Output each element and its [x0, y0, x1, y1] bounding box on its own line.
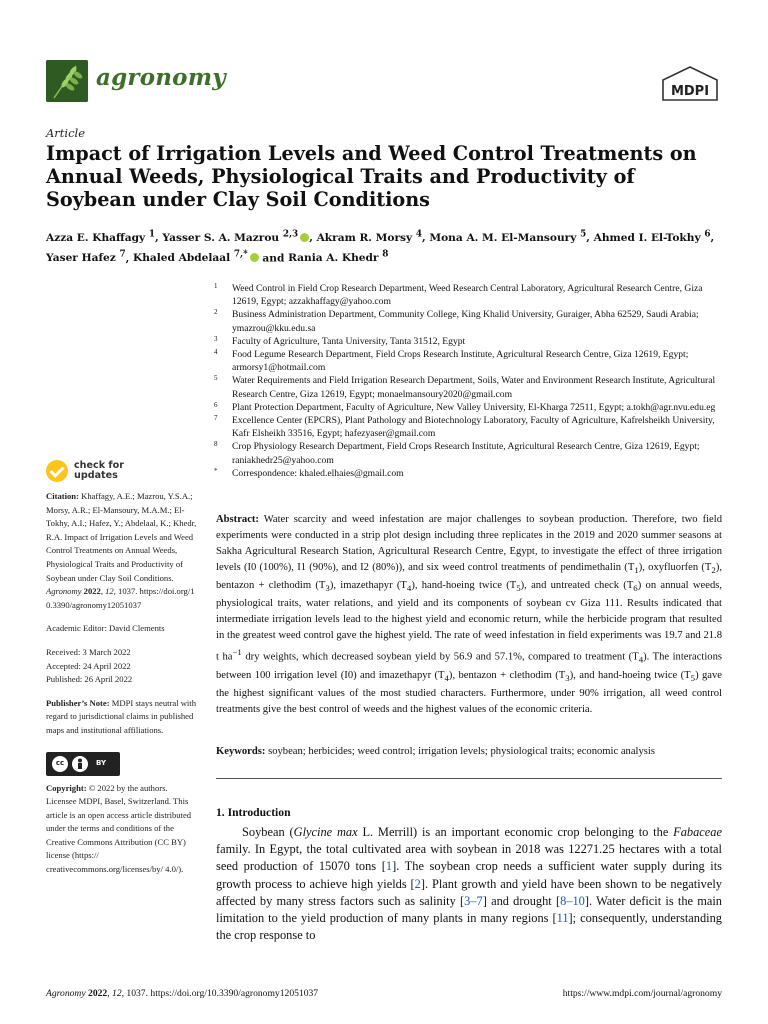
- affiliation-item: [214, 282, 724, 308]
- cc-by-label: BY: [96, 758, 107, 767]
- author-name: Mona A. M. El-Mansoury $^5$: [429, 229, 587, 244]
- footer-volume: 12: [112, 988, 122, 999]
- author-affiliation-sup: 7,*: [233, 249, 248, 260]
- author-name: Ahmed I. El-Tokhy $^6$: [593, 229, 711, 244]
- check-updates-line2: updates: [74, 470, 118, 481]
- attribution-person-icon: [72, 756, 88, 772]
- affiliation-text: Faculty of Agriculture, Tanta University, Tanta 31512, Egypt: [232, 335, 466, 347]
- academic-editor: Academic Editor: David Clements: [46, 623, 165, 634]
- affiliation-text: Excellence Center (EPCRS), Plant Pathology and Biotechnology Laboratory, Faculty of Agriculture, Kafrelsheikh University, Kafr Elsheikh 33516, Egypt; hafezyaser@gmail.com: [232, 415, 715, 440]
- author-name: Yaser Hafez $^7$: [46, 249, 126, 265]
- citation: Citation: Khaffagy, A.E.; Mazrou, Y.S.A.; Morsy, A.R.; El-Mansoury, M.A.M.; El-Tokhy, A.I.; Hafez, Y.; Abdelaal, K.; Khedr, R.A. Impact of Irrigation Levels and Weed Control Treatments on Annual Weeds, Physiological Traits and Productivity of Soybean under Clay Soil Conditions. Agronomy 2022, 12, 1037. https://doi.org/10.3390/agronomy12051037: [46, 491, 197, 610]
- mdpi-logo-text: MDPI: [670, 84, 710, 99]
- author-affiliation-sup: 7: [119, 249, 126, 260]
- citation-link[interactable]: 1: [385, 859, 393, 874]
- author-name: Akram R. Morsy $^4$: [316, 229, 422, 244]
- copyright: [46, 782, 198, 877]
- check-updates-line1: check for: [74, 460, 124, 471]
- keywords-label: Keywords:: [216, 746, 266, 757]
- publishers-note-label: Publisher’s Note:: [46, 697, 110, 708]
- footer-journal-url[interactable]: https://www.mdpi.com/journal/agronomy: [562, 988, 722, 999]
- affiliation-number: 4: [214, 348, 218, 357]
- checkmark-icon: [46, 460, 68, 482]
- copyright-label: Copyright:: [46, 782, 87, 793]
- author-list: Azza E. Khaffagy $^1$, Yasser S. A. Mazrou $^{2,3}$ , Akram R. Morsy $^4$, Mona A. M. El-Mansoury $^5$, Ahmed I. El-Tokhy $^6$, Yaser Hafez $^7$, Khaled Abdelaal $^{7,*}$ and Rania A. Khedr $^8$: [46, 229, 715, 265]
- author-name: Rania A. Khedr $^8$: [288, 249, 389, 265]
- orcid-icon[interactable]: [250, 253, 259, 262]
- accepted-date: Accepted: 24 April 2022: [46, 660, 131, 671]
- affiliation-number: 1: [214, 282, 218, 290]
- affiliation-text: Water Requirements and Field Irrigation Research Department, Soils, Water and Environment Research Institute, Agricultural Research Centre, Giza 12619, Egypt; monaelmansoury2020@gmail.com: [232, 375, 716, 400]
- affiliation-item: [214, 467, 724, 480]
- footer-citation-rest: 1037. https://doi.org/10.3390/agronomy12051037: [126, 988, 319, 999]
- affiliation-number: 8: [214, 440, 218, 449]
- keywords: [216, 744, 722, 760]
- author-name: Azza E. Khaffagy $^1$: [46, 229, 155, 244]
- cc-by-license-badge[interactable]: [46, 752, 120, 776]
- affiliation-item: [214, 335, 724, 348]
- affiliation-item: [214, 440, 724, 466]
- citation-volume: 12: [105, 586, 114, 597]
- section-heading-introduction: 1. Introduction: [216, 806, 291, 819]
- citation-journal: Agronomy: [46, 586, 82, 597]
- affiliation-item: [214, 374, 724, 400]
- affiliation-number: 6: [214, 400, 218, 409]
- abstract-label: Abstract:: [216, 514, 259, 525]
- citation-article: 1037.: [118, 586, 138, 597]
- footer-year: 2022: [88, 988, 108, 999]
- keywords-text: soybean; herbicides; weed control; irrigation levels; physiological traits; economic analysis: [268, 746, 655, 757]
- orcid-icon[interactable]: [300, 233, 309, 242]
- citation-label: Citation:: [46, 491, 79, 501]
- footer-journal: Agronomy: [46, 988, 86, 999]
- citation-link[interactable]: 8–10: [560, 893, 585, 908]
- divider: [216, 778, 722, 779]
- mdpi-logo: [660, 66, 720, 102]
- affiliation-item: [214, 401, 724, 414]
- author-affiliation-sup: 4: [415, 229, 422, 239]
- citation-year: 2022: [83, 586, 101, 597]
- journal-logo: [46, 60, 88, 102]
- affiliation-list: [214, 282, 724, 480]
- affiliation-text: Plant Protection Department, Faculty of Agriculture, New Valley University, El-Kharga 72511, Egypt; a.tokh@agr.nvu.edu.eg: [232, 401, 716, 413]
- copyright-text: © 2022 by the authors. Licensee MDPI, Basel, Switzerland. This article is an open access article distributed under the terms and conditions of the Creative Commons Attribution (CC BY) license (https:// creativecommons.org/licenses/by/ 4.0/).: [46, 782, 192, 875]
- affiliation-text: Correspondence: khaled.elhaies@gmail.com: [232, 467, 404, 479]
- publishers-note: [46, 697, 198, 738]
- affiliation-number: 3: [214, 334, 218, 343]
- wheat-icon: [46, 60, 88, 102]
- cc-icon: cc: [52, 756, 68, 772]
- affiliation-item: [214, 348, 724, 374]
- affiliation-number: 7: [214, 414, 218, 423]
- affiliation-number: 2: [214, 308, 218, 317]
- author-affiliation-sup: 2,3: [282, 229, 299, 239]
- citation-link[interactable]: 3–7: [464, 893, 483, 908]
- journal-name: agronomy: [96, 64, 226, 91]
- footer-citation: Agronomy 2022, 12, 1037. https://doi.org/10.3390/agronomy12051037: [46, 988, 319, 999]
- affiliation-text: Crop Physiology Research Department, Field Crops Research Institute, Agricultural Research Centre, Giza 12619, Egypt; raniakhedr25@yahoo.com: [232, 441, 700, 466]
- affiliation-text: Food Legume Research Department, Field Crops Research Institute, Agricultural Research Centre, Giza 12619, Egypt; armorsy1@hotmail.com: [232, 349, 689, 374]
- author-name: Yasser S. A. Mazrou $^{2,3}$: [162, 232, 309, 244]
- author-affiliation-sup: 6: [704, 229, 711, 239]
- page-footer: [46, 988, 722, 999]
- affiliation-number: *: [214, 466, 218, 475]
- received-date: Received: 3 March 2022: [46, 646, 131, 657]
- author-name: Khaled Abdelaal $^{7,*}$: [133, 252, 259, 264]
- article-type: Article: [46, 126, 86, 140]
- publishers-note-text: MDPI stays neutral with regard to jurisdictional claims in published maps and institutional affiliations.: [46, 697, 196, 735]
- author-affiliation-sup: 1: [148, 229, 155, 239]
- citation-text: Khaffagy, A.E.; Mazrou, Y.S.A.; Morsy, A.R.; El-Mansoury, M.A.M.; El-Tokhy, A.I.; Hafez, Y.; Abdelaal, K.; Khedr, R.A. Impact of Irrigation Levels and Weed Control Treatments on Annual Weeds, Physiological Traits and Productivity of Soybean under Clay Soil Conditions.: [46, 491, 197, 583]
- author-affiliation-sup: 8: [382, 249, 389, 260]
- citation-doi-link[interactable]: https://doi.org/10.3390/agronomy12051037: [46, 586, 195, 610]
- abstract: Abstract: Water scarcity and weed infestation are major challenges to soybean production. Therefore, two field experiments were conducted in a strip plot design including three replicates in the 2019 and 2020 summer seasons at Sakha Agricultural Research Station, Agricultural Research Centre, Egypt, to investigate the effect of three irrigation levels (I0 (100%), I1 (90%), and I2 (80%)), and six weed control treatments of pendimethalin $(T_1)$, oxyfluorfen $(T_2)$, bentazon + clethodim $(T_3)$, imazethapyr $(T_4)$, hand-hoeing twice $(T_5)$, and untreated check $(T_6)$ on annual weeds, physiological traits, water relations, and yield and its components of soybean cv Giza 111. Results indicated that intermediate irrigation levels lead to the highest yield and economic return, while the herbicide program that resulted in the greatest weed control gave the highest yield. The rate of weed infestation in field experiments was 19.7 and 21.8 t $ha^{-1}$ dry weights, which decreased soybean yield by 56.9 and 57.1%, compared to treatment $(T_4)$. The interactions between 100 irrigation level (I0) and imazethapyr $(T_4)$, bentazon + clethodim $(T_3)$, and hand-hoeing twice $(T_5)$ gave the highest significant values of the most studied characters. Furthermore, under 90% irrigation, all weed control treatments give the best control of weeds and the highest values of the economic criteria.: [216, 514, 723, 715]
- affiliation-item: [214, 308, 724, 334]
- citation-link[interactable]: 11: [556, 911, 569, 926]
- affiliation-number: 5: [214, 374, 218, 383]
- dates: [46, 646, 198, 687]
- check-for-updates-button[interactable]: [46, 460, 198, 482]
- affiliation-text: Business Administration Department, Community College, King Khalid University, Guraiger, Abha 62529, Saudi Arabia; ymazrou@kku.edu.sa: [232, 309, 699, 334]
- citation-link[interactable]: 2: [414, 876, 421, 891]
- affiliation-text: Weed Control in Field Crop Research Department, Weed Research Central Laboratory, Agricultural Research Centre, Giza 12619, Egypt; azzakhaffagy@yahoo.com: [232, 283, 703, 308]
- author-affiliation-sup: 5: [580, 229, 587, 239]
- sidebar: [46, 460, 198, 887]
- published-date: Published: 26 April 2022: [46, 674, 133, 685]
- introduction-paragraph: Soybean (Glycine max L. Merrill) is an important economic crop belonging to the Fabaceae family. In Egypt, the total cultivated area with soybean in 2018 was 12271.25 hectares with a total seed production of 15070 tons [1]. The soybean crop needs a sufficient water supply during its growth process to achieve high yields [2]. Plant growth and yield have been shown to be negatively affected by many stress factors such as salinity [3–7] and drought [8–10]. Water deficit is the main limitation to the yield production of many plants in many regions [11]; consequently, understanding the crop response to: [216, 825, 723, 943]
- affiliation-item: [214, 414, 724, 440]
- article-title: Impact of Irrigation Levels and Weed Control Treatments on Annual Weeds, Physiological Traits and Productivity of Soybean under Clay Soil Conditions: [46, 142, 697, 211]
